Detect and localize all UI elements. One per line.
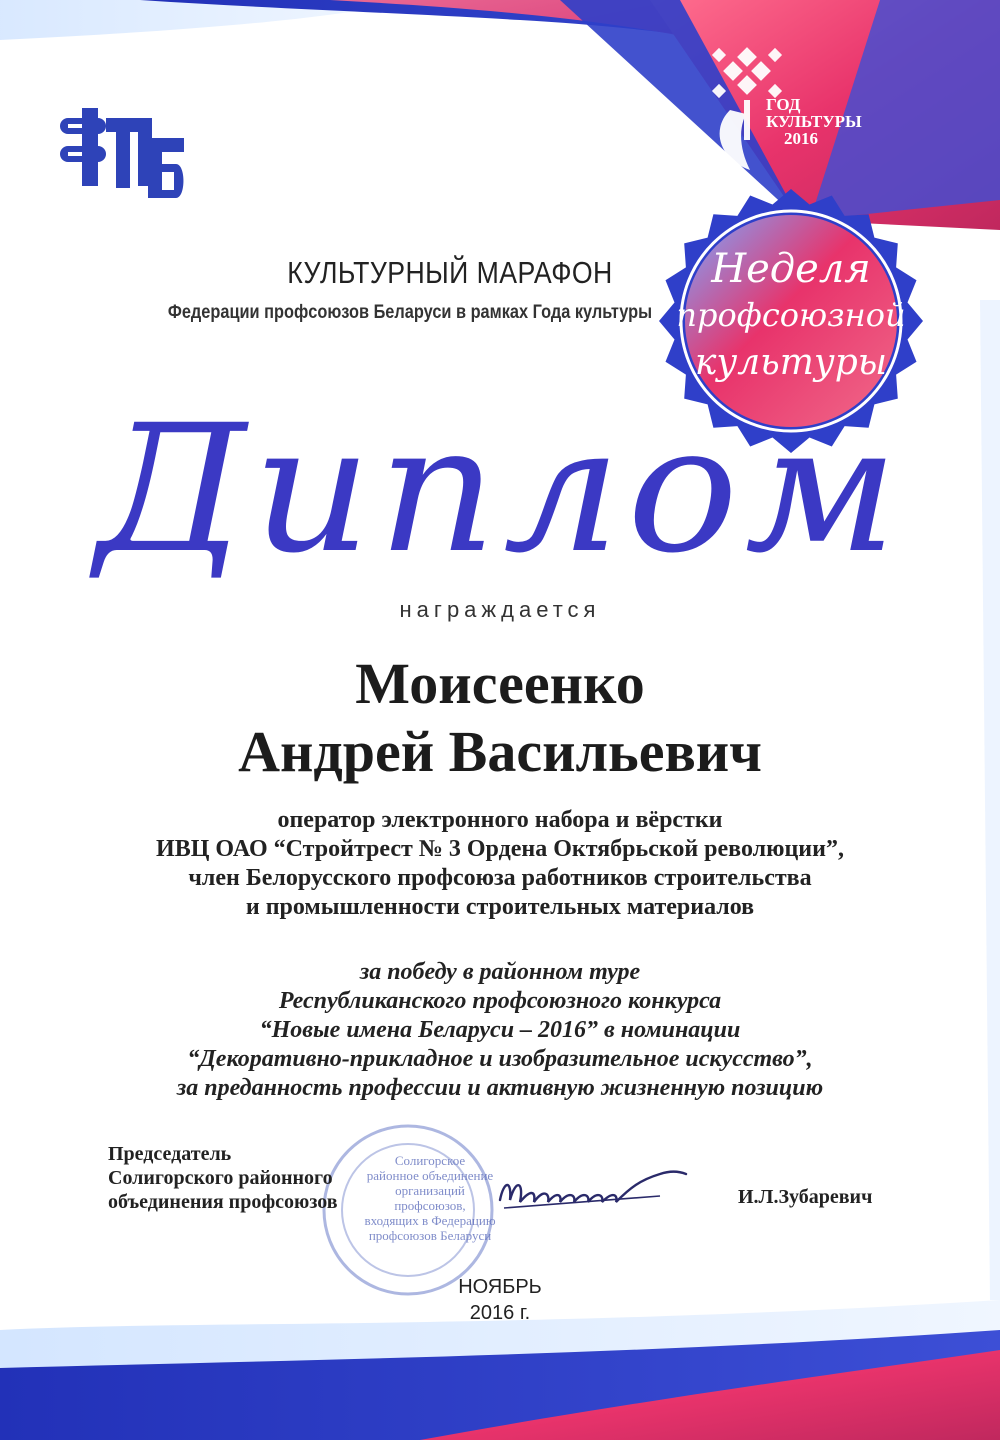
seal-line-2: профсоюзной [676, 296, 906, 334]
reason-line: Республиканского профсоюзного конкурса [278, 988, 722, 1014]
date-month: НОЯБРЬ [458, 1276, 542, 1298]
stamp-text: Солигорское районное объединение организаций профсоюзов, входящих в Федерацию профсоюзов Беларуси [364, 1153, 496, 1243]
seal-line-1: Неделя [711, 246, 871, 292]
year-line-2: КУЛЬТУРЫ [766, 112, 862, 131]
recipient-given-names: Андрей Васильевич [238, 719, 762, 784]
date-year: 2016 г. [469, 1302, 531, 1324]
federation-logo [58, 108, 188, 208]
description-line: и промышленности строительных материалов [245, 894, 755, 920]
description-line: член Белорусского профсоюза работников строительства [188, 865, 812, 891]
reason-line: за преданность профессии и активную жизненную позицию [176, 1075, 824, 1101]
marathon-subtitle: Федерации профсоюзов Беларуси в рамках Года культуры [167, 302, 653, 323]
reason-line: за победу в районном туре [359, 959, 641, 985]
year-line-3: 2016 [784, 129, 818, 148]
year-line-1: ГОД [766, 95, 801, 114]
signatory-position: Председатель Солигорского районного объединения профсоюзов [108, 1143, 338, 1213]
reason-line: “Декоративно-прикладное и изобразительное искусство”, [187, 1046, 813, 1072]
description-line: оператор электронного набора и вёрстки [277, 807, 723, 833]
seal-line-3: культуры [694, 342, 888, 383]
description-line: ИВЦ ОАО “Стройтрест № 3 Ордена Октябрьской революции”, [156, 836, 844, 862]
diploma-title: Диплом [95, 387, 905, 592]
signatory-name: И.Л.Зубаревич [738, 1186, 873, 1208]
handwritten-signature [490, 1160, 690, 1220]
reason-line: “Новые имена Беларуси – 2016” в номинации [259, 1017, 741, 1043]
recipient-surname: Моисеенко [355, 651, 645, 716]
marathon-title: КУЛЬТУРНЫЙ МАРАФОН [287, 255, 613, 290]
awarded-label: награждается [399, 597, 601, 622]
